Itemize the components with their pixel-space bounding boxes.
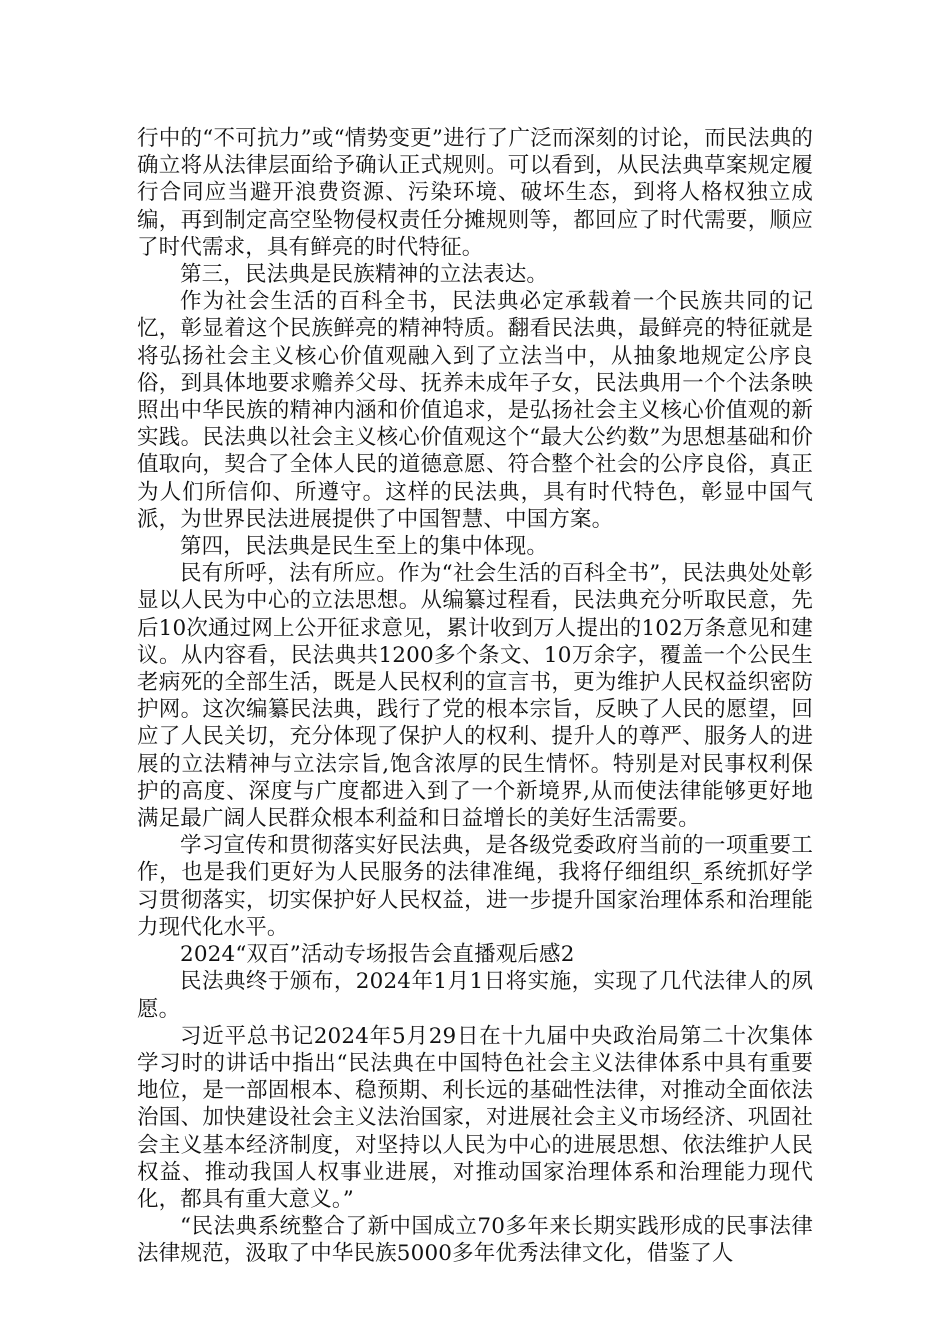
paragraph-4-heading: 第四，民法典是民生至上的集中体现。 (180, 534, 549, 560)
document-body (137, 125, 813, 1268)
paragraph-10: “民法典系统整合了新中国成立70多年来长期实践形成的民事法律法律规范，汲取了中华民族5000多年优秀法律文化，借鉴了人 (137, 1214, 813, 1267)
paragraph-3: 作为社会生活的百科全书，民法典必定承载着一个民族共同的记忆，彰显着这个民族鲜亮的精神特质。翻看民法典，最鲜亮的特征就是将弘扬社会主义核心价值观融入到了立法当中，从抽象地规定公序良俗，到具体地要求赡养父母、抚养未成年子女，民法典用一个个法条映照出中华民族的精神内涵和价值追求，是弘扬社会主义核心价值观的新实践。民法典以社会主义核心价值观这个“最大公约数”为思想基础和价值取向，契合了全体人民的道德意愿、符合整个社会的公序良俗，真正为人们所信仰、所遵守。这样的民法典，具有时代特色，彰显中国气派，为世界民法进展提供了中国智慧、中国方案。 (137, 289, 813, 532)
paragraph-8: 民法典终于颁布，2024年1月1日将实施，实现了几代法律人的夙愿。 (137, 969, 813, 1022)
section-title: 2024“双百”活动专场报告会直播观后感2 (180, 942, 575, 968)
paragraph-6: 学习宣传和贯彻落实好民法典，是各级党委政府当前的一项重要工作，也是我们更好为人民服务的法律准绳，我将仔细组织_系统抓好学习贯彻落实，切实保护好人民权益，进一步提升国家治理体系和治理能力现代化水平。 (137, 833, 813, 940)
paragraph-2-heading: 第三，民法典是民族精神的立法表达。 (180, 262, 549, 288)
paragraph-9: 习近平总书记2024年5月29日在十九届中央政治局第二十次集体学习时的讲话中指出“民法典在中国特色社会主义法律体系中具有重要地位，是一部固根本、稳预期、利长远的基础性法律，对推动全面依法治国、加快建设社会主义法治国家，对进展社会主义市场经济、巩固社会主义基本经济制度，对坚持以人民为中心的进展思想、依法维护人民权益、推动我国人权事业进展，对推动国家治理体系和治理能力现代化，都具有重大意义。” (137, 1023, 813, 1212)
paragraph-5: 民有所呼，法有所应。作为“社会生活的百科全书”，民法典处处彰显以人民为中心的立法思想。从编纂过程看，民法典充分听取民意，先后10次通过网上公开征求意见，累计收到万人提出的102万条意见和建议。从内容看，民法典共1200多个条文、10万余字，覆盖一个公民生老病死的全部生活，既是人民权利的宣言书，更为维护人民权益织密防护网。这次编纂民法典，践行了党的根本宗旨，反映了人民的愿望，回应了人民关切，充分体现了保护人的权利、提升人的尊严、服务人的进展的立法精神与立法宗旨,饱含浓厚的民生情怀。特别是对民事权利保护的高度、深度与广度都进入到了一个新境界,从而使法律能够更好地满足最广阔人民群众根本利益和日益增长的美好生活需要。 (137, 561, 813, 832)
paragraph-1: 行中的“不可抗力”或“情势变更”进行了广泛而深刻的讨论，而民法典的确立将从法律层面给予确认正式规则。可以看到，从民法典草案规定履行合同应当避开浪费资源、污染环境、破坏生态，到将人格权独立成编，再到制定高空坠物侵权责任分摊规则等，都回应了时代需要，顺应了时代需求，具有鲜亮的时代特征。 (137, 126, 813, 260)
